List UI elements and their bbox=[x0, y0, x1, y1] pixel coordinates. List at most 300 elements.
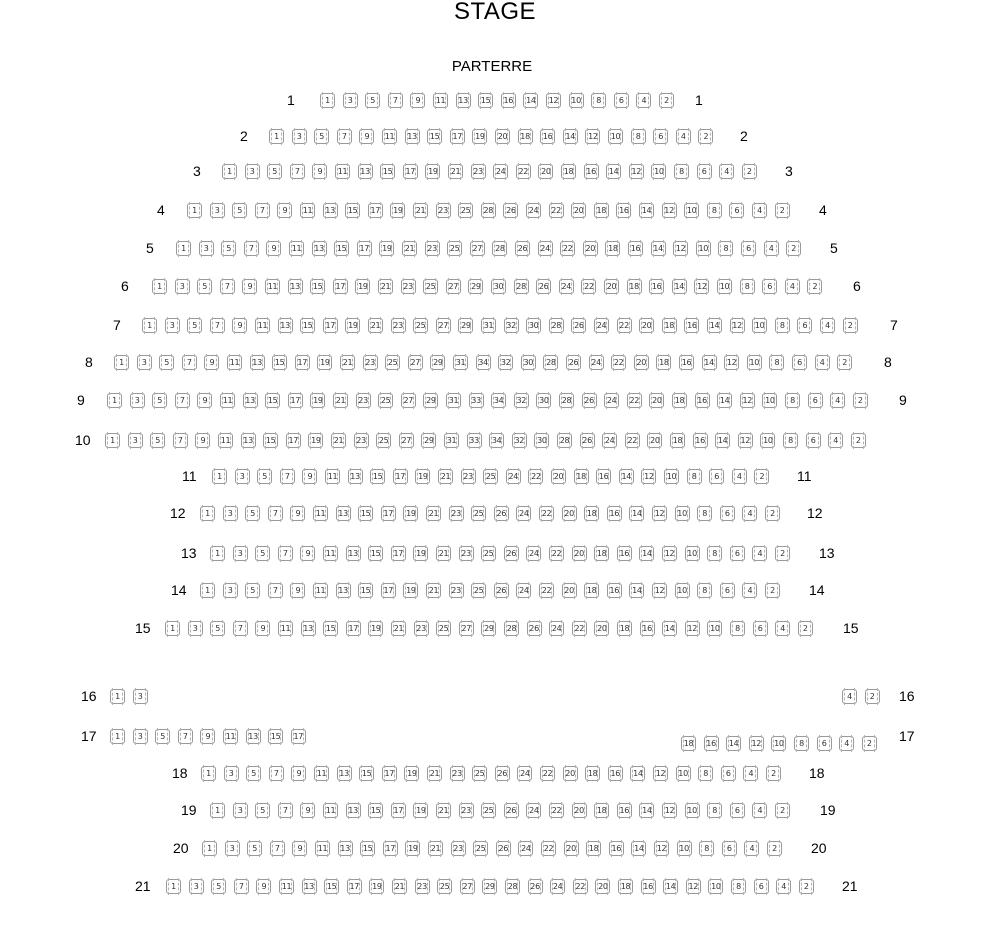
seat-row-10-6[interactable] bbox=[805, 432, 822, 449]
seat-row-3-17[interactable] bbox=[402, 163, 419, 180]
seat-row-18-3[interactable] bbox=[223, 765, 240, 782]
seat-row-14-6[interactable] bbox=[719, 582, 736, 599]
seat-row-18-17[interactable] bbox=[381, 765, 398, 782]
seat-row-7-27[interactable] bbox=[435, 317, 452, 334]
seat-row-12-19[interactable] bbox=[402, 505, 419, 522]
seat-row-21-23[interactable] bbox=[414, 878, 431, 895]
seat-row-8-12[interactable] bbox=[723, 354, 740, 371]
seat-row-8-22[interactable] bbox=[610, 354, 627, 371]
seat-row-14-18[interactable] bbox=[583, 582, 600, 599]
seat-row-7-21[interactable] bbox=[367, 317, 384, 334]
seat-row-18-22[interactable] bbox=[539, 765, 556, 782]
seat-row-14-4[interactable] bbox=[741, 582, 758, 599]
seat-row-4-9[interactable] bbox=[276, 202, 293, 219]
seat-row-19-22[interactable] bbox=[548, 802, 565, 819]
seat-row-11-13[interactable] bbox=[347, 468, 364, 485]
seat-row-3-6[interactable] bbox=[696, 163, 713, 180]
seat-row-20-8[interactable] bbox=[698, 840, 715, 857]
seat-row-17-7[interactable] bbox=[177, 728, 194, 745]
seat-row-14-15[interactable] bbox=[357, 582, 374, 599]
seat-row-2-7[interactable] bbox=[336, 128, 353, 145]
seat-row-5-23[interactable] bbox=[424, 240, 441, 257]
seat-row-6-22[interactable] bbox=[580, 278, 597, 295]
seat-row-6-25[interactable] bbox=[422, 278, 439, 295]
seat-row-19-18[interactable] bbox=[593, 802, 610, 819]
seat-row-13-19[interactable] bbox=[412, 545, 429, 562]
seat-row-13-4[interactable] bbox=[751, 545, 768, 562]
seat-row-13-8[interactable] bbox=[706, 545, 723, 562]
seat-row-15-25[interactable] bbox=[435, 620, 452, 637]
seat-row-9-24[interactable] bbox=[603, 392, 620, 409]
seat-row-7-6[interactable] bbox=[796, 317, 813, 334]
seat-row-10-24[interactable] bbox=[601, 432, 618, 449]
seat-row-6-16[interactable] bbox=[648, 278, 665, 295]
seat-row-20-26[interactable] bbox=[495, 840, 512, 857]
seat-row-10-2[interactable] bbox=[850, 432, 867, 449]
seat-row-18-12[interactable] bbox=[652, 765, 669, 782]
seat-row-3-14[interactable] bbox=[605, 163, 622, 180]
seat-row-15-4[interactable] bbox=[774, 620, 791, 637]
seat-row-21-15[interactable] bbox=[323, 878, 340, 895]
seat-row-8-31[interactable] bbox=[452, 354, 469, 371]
seat-row-2-13[interactable] bbox=[404, 128, 421, 145]
seat-row-7-8[interactable] bbox=[774, 317, 791, 334]
seat-row-2-9[interactable] bbox=[358, 128, 375, 145]
seat-row-12-17[interactable] bbox=[380, 505, 397, 522]
seat-row-4-12[interactable] bbox=[661, 202, 678, 219]
seat-row-11-17[interactable] bbox=[392, 468, 409, 485]
seat-row-12-4[interactable] bbox=[741, 505, 758, 522]
seat-row-4-13[interactable] bbox=[322, 202, 339, 219]
seat-row-3-19[interactable] bbox=[424, 163, 441, 180]
seat-row-8-13[interactable] bbox=[249, 354, 266, 371]
seat-row-9-19[interactable] bbox=[309, 392, 326, 409]
seat-row-19-20[interactable] bbox=[571, 802, 588, 819]
seat-row-18-25[interactable] bbox=[471, 765, 488, 782]
seat-row-4-10[interactable] bbox=[683, 202, 700, 219]
seat-row-6-17[interactable] bbox=[332, 278, 349, 295]
seat-row-21-1[interactable] bbox=[165, 878, 182, 895]
seat-row-1-15[interactable] bbox=[477, 92, 494, 109]
seat-row-21-28[interactable] bbox=[504, 878, 521, 895]
seat-row-13-10[interactable] bbox=[684, 545, 701, 562]
seat-row-9-3[interactable] bbox=[129, 392, 146, 409]
seat-row-9-25[interactable] bbox=[377, 392, 394, 409]
seat-row-3-23[interactable] bbox=[470, 163, 487, 180]
seat-row-17-5[interactable] bbox=[154, 728, 171, 745]
seat-row-1-9[interactable] bbox=[409, 92, 426, 109]
seat-row-8-32[interactable] bbox=[497, 354, 514, 371]
seat-row-3-18[interactable] bbox=[560, 163, 577, 180]
seat-row-7-19[interactable] bbox=[344, 317, 361, 334]
seat-row-18-7[interactable] bbox=[268, 765, 285, 782]
seat-row-12-23[interactable] bbox=[448, 505, 465, 522]
seat-row-8-25[interactable] bbox=[384, 354, 401, 371]
seat-row-20-15[interactable] bbox=[359, 840, 376, 857]
seat-row-13-24[interactable] bbox=[525, 545, 542, 562]
seat-row-17-14[interactable] bbox=[725, 735, 742, 752]
seat-row-6-4[interactable] bbox=[784, 278, 801, 295]
seat-row-3-12[interactable] bbox=[628, 163, 645, 180]
seat-row-1-13[interactable] bbox=[455, 92, 472, 109]
seat-row-21-14[interactable] bbox=[662, 878, 679, 895]
seat-row-11-8[interactable] bbox=[686, 468, 703, 485]
seat-row-12-6[interactable] bbox=[719, 505, 736, 522]
seat-row-9-28[interactable] bbox=[558, 392, 575, 409]
seat-row-15-28[interactable] bbox=[503, 620, 520, 637]
seat-row-6-19[interactable] bbox=[354, 278, 371, 295]
seat-row-21-19[interactable] bbox=[368, 878, 385, 895]
seat-row-6-18[interactable] bbox=[626, 278, 643, 295]
seat-row-18-10[interactable] bbox=[675, 765, 692, 782]
seat-row-21-21[interactable] bbox=[391, 878, 408, 895]
seat-row-6-26[interactable] bbox=[535, 278, 552, 295]
seat-row-11-2[interactable] bbox=[753, 468, 770, 485]
seat-row-7-26[interactable] bbox=[570, 317, 587, 334]
seat-row-18-18[interactable] bbox=[584, 765, 601, 782]
seat-row-4-24[interactable] bbox=[525, 202, 542, 219]
seat-row-7-10[interactable] bbox=[751, 317, 768, 334]
seat-row-18-19[interactable] bbox=[403, 765, 420, 782]
seat-row-9-32[interactable] bbox=[513, 392, 530, 409]
seat-row-6-12[interactable] bbox=[693, 278, 710, 295]
seat-row-8-4[interactable] bbox=[814, 354, 831, 371]
seat-row-3-9[interactable] bbox=[311, 163, 328, 180]
seat-row-10-19[interactable] bbox=[307, 432, 324, 449]
seat-row-2-12[interactable] bbox=[584, 128, 601, 145]
seat-row-19-26[interactable] bbox=[503, 802, 520, 819]
seat-row-15-21[interactable] bbox=[390, 620, 407, 637]
seat-row-6-20[interactable] bbox=[603, 278, 620, 295]
seat-row-20-23[interactable] bbox=[450, 840, 467, 857]
seat-row-8-29[interactable] bbox=[429, 354, 446, 371]
seat-row-10-13[interactable] bbox=[240, 432, 257, 449]
seat-row-10-9[interactable] bbox=[194, 432, 211, 449]
seat-row-14-16[interactable] bbox=[606, 582, 623, 599]
seat-row-7-3[interactable] bbox=[164, 317, 181, 334]
seat-row-13-15[interactable] bbox=[367, 545, 384, 562]
seat-row-5-17[interactable] bbox=[356, 240, 373, 257]
seat-row-10-18[interactable] bbox=[669, 432, 686, 449]
seat-row-13-21[interactable] bbox=[435, 545, 452, 562]
seat-row-8-21[interactable] bbox=[339, 354, 356, 371]
seat-row-14-17[interactable] bbox=[380, 582, 397, 599]
seat-row-4-11[interactable] bbox=[299, 202, 316, 219]
seat-row-10-32[interactable] bbox=[511, 432, 528, 449]
seat-row-4-14[interactable] bbox=[638, 202, 655, 219]
seat-row-17-12[interactable] bbox=[748, 735, 765, 752]
seat-row-17-9[interactable] bbox=[199, 728, 216, 745]
seat-row-9-18[interactable] bbox=[671, 392, 688, 409]
seat-row-11-21[interactable] bbox=[437, 468, 454, 485]
seat-row-15-16[interactable] bbox=[639, 620, 656, 637]
seat-row-5-21[interactable] bbox=[401, 240, 418, 257]
seat-row-3-11[interactable] bbox=[334, 163, 351, 180]
seat-row-1-4[interactable] bbox=[635, 92, 652, 109]
seat-row-5-25[interactable] bbox=[446, 240, 463, 257]
seat-row-8-7[interactable] bbox=[181, 354, 198, 371]
seat-row-12-3[interactable] bbox=[222, 505, 239, 522]
seat-row-18-15[interactable] bbox=[358, 765, 375, 782]
seat-row-10-10[interactable] bbox=[759, 432, 776, 449]
seat-row-19-16[interactable] bbox=[616, 802, 633, 819]
seat-row-17-3[interactable] bbox=[132, 728, 149, 745]
seat-row-19-6[interactable] bbox=[729, 802, 746, 819]
seat-row-3-15[interactable] bbox=[379, 163, 396, 180]
seat-row-9-4[interactable] bbox=[829, 392, 846, 409]
seat-row-18-21[interactable] bbox=[426, 765, 443, 782]
seat-row-9-10[interactable] bbox=[761, 392, 778, 409]
seat-row-14-5[interactable] bbox=[244, 582, 261, 599]
seat-row-1-7[interactable] bbox=[387, 92, 404, 109]
seat-row-19-24[interactable] bbox=[525, 802, 542, 819]
seat-row-21-18[interactable] bbox=[617, 878, 634, 895]
seat-row-13-5[interactable] bbox=[254, 545, 271, 562]
seat-row-7-2[interactable] bbox=[842, 317, 859, 334]
seat-row-12-9[interactable] bbox=[289, 505, 306, 522]
seat-row-7-30[interactable] bbox=[525, 317, 542, 334]
seat-row-10-31[interactable] bbox=[443, 432, 460, 449]
seat-row-20-14[interactable] bbox=[630, 840, 647, 857]
seat-row-19-4[interactable] bbox=[751, 802, 768, 819]
seat-row-8-6[interactable] bbox=[791, 354, 808, 371]
seat-row-12-18[interactable] bbox=[583, 505, 600, 522]
seat-row-9-33[interactable] bbox=[468, 392, 485, 409]
seat-row-5-5[interactable] bbox=[220, 240, 237, 257]
seat-row-5-28[interactable] bbox=[491, 240, 508, 257]
seat-row-1-14[interactable] bbox=[522, 92, 539, 109]
seat-row-16-3[interactable] bbox=[132, 688, 149, 705]
seat-row-3-13[interactable] bbox=[357, 163, 374, 180]
seat-row-12-2[interactable] bbox=[764, 505, 781, 522]
seat-row-21-7[interactable] bbox=[233, 878, 250, 895]
seat-row-6-8[interactable] bbox=[739, 278, 756, 295]
seat-row-7-32[interactable] bbox=[503, 317, 520, 334]
seat-row-14-13[interactable] bbox=[335, 582, 352, 599]
seat-row-6-14[interactable] bbox=[671, 278, 688, 295]
seat-row-10-12[interactable] bbox=[737, 432, 754, 449]
seat-row-7-20[interactable] bbox=[638, 317, 655, 334]
seat-row-6-5[interactable] bbox=[196, 278, 213, 295]
seat-row-4-26[interactable] bbox=[502, 202, 519, 219]
seat-row-8-23[interactable] bbox=[362, 354, 379, 371]
seat-row-2-14[interactable] bbox=[562, 128, 579, 145]
seat-row-2-11[interactable] bbox=[381, 128, 398, 145]
seat-row-13-22[interactable] bbox=[548, 545, 565, 562]
seat-row-9-20[interactable] bbox=[648, 392, 665, 409]
seat-row-6-21[interactable] bbox=[377, 278, 394, 295]
seat-row-12-20[interactable] bbox=[561, 505, 578, 522]
seat-row-15-17[interactable] bbox=[345, 620, 362, 637]
seat-row-9-2[interactable] bbox=[852, 392, 869, 409]
seat-row-19-25[interactable] bbox=[480, 802, 497, 819]
seat-row-11-4[interactable] bbox=[731, 468, 748, 485]
seat-row-21-6[interactable] bbox=[753, 878, 770, 895]
seat-row-11-12[interactable] bbox=[640, 468, 657, 485]
seat-row-10-17[interactable] bbox=[285, 432, 302, 449]
seat-row-19-21[interactable] bbox=[435, 802, 452, 819]
seat-row-17-11[interactable] bbox=[222, 728, 239, 745]
seat-row-2-15[interactable] bbox=[426, 128, 443, 145]
seat-row-9-1[interactable] bbox=[106, 392, 123, 409]
seat-row-6-1[interactable] bbox=[151, 278, 168, 295]
seat-row-5-7[interactable] bbox=[243, 240, 260, 257]
seat-row-12-8[interactable] bbox=[696, 505, 713, 522]
seat-row-12-22[interactable] bbox=[538, 505, 555, 522]
seat-row-2-20[interactable] bbox=[494, 128, 511, 145]
seat-row-17-15[interactable] bbox=[267, 728, 284, 745]
seat-row-12-12[interactable] bbox=[651, 505, 668, 522]
seat-row-17-10[interactable] bbox=[770, 735, 787, 752]
seat-row-15-3[interactable] bbox=[187, 620, 204, 637]
seat-row-13-3[interactable] bbox=[232, 545, 249, 562]
seat-row-13-6[interactable] bbox=[729, 545, 746, 562]
seat-row-7-22[interactable] bbox=[616, 317, 633, 334]
seat-row-19-14[interactable] bbox=[638, 802, 655, 819]
seat-row-21-22[interactable] bbox=[572, 878, 589, 895]
seat-row-10-15[interactable] bbox=[262, 432, 279, 449]
seat-row-4-6[interactable] bbox=[728, 202, 745, 219]
seat-row-20-18[interactable] bbox=[585, 840, 602, 857]
seat-row-8-34[interactable] bbox=[475, 354, 492, 371]
seat-row-9-26[interactable] bbox=[581, 392, 598, 409]
seat-row-9-9[interactable] bbox=[196, 392, 213, 409]
seat-row-12-21[interactable] bbox=[425, 505, 442, 522]
seat-row-13-11[interactable] bbox=[322, 545, 339, 562]
seat-row-10-7[interactable] bbox=[172, 432, 189, 449]
seat-row-19-9[interactable] bbox=[299, 802, 316, 819]
seat-row-15-1[interactable] bbox=[164, 620, 181, 637]
seat-row-4-3[interactable] bbox=[209, 202, 226, 219]
seat-row-21-3[interactable] bbox=[188, 878, 205, 895]
seat-row-1-16[interactable] bbox=[500, 92, 517, 109]
seat-row-7-31[interactable] bbox=[480, 317, 497, 334]
seat-row-4-8[interactable] bbox=[706, 202, 723, 219]
seat-row-9-34[interactable] bbox=[490, 392, 507, 409]
seat-row-13-26[interactable] bbox=[503, 545, 520, 562]
seat-row-13-2[interactable] bbox=[774, 545, 791, 562]
seat-row-11-22[interactable] bbox=[527, 468, 544, 485]
seat-row-8-19[interactable] bbox=[316, 354, 333, 371]
seat-row-17-18[interactable] bbox=[680, 735, 697, 752]
seat-row-11-14[interactable] bbox=[618, 468, 635, 485]
seat-row-18-26[interactable] bbox=[494, 765, 511, 782]
seat-row-12-13[interactable] bbox=[335, 505, 352, 522]
seat-row-21-16[interactable] bbox=[640, 878, 657, 895]
seat-row-13-12[interactable] bbox=[661, 545, 678, 562]
seat-row-3-1[interactable] bbox=[221, 163, 238, 180]
seat-row-20-13[interactable] bbox=[337, 840, 354, 857]
seat-row-1-1[interactable] bbox=[319, 92, 336, 109]
seat-row-6-27[interactable] bbox=[445, 278, 462, 295]
seat-row-7-29[interactable] bbox=[457, 317, 474, 334]
seat-row-8-10[interactable] bbox=[746, 354, 763, 371]
seat-row-8-5[interactable] bbox=[158, 354, 175, 371]
seat-row-15-9[interactable] bbox=[254, 620, 271, 637]
seat-row-10-33[interactable] bbox=[466, 432, 483, 449]
seat-row-3-16[interactable] bbox=[583, 163, 600, 180]
seat-row-21-26[interactable] bbox=[527, 878, 544, 895]
seat-row-2-6[interactable] bbox=[652, 128, 669, 145]
seat-row-20-16[interactable] bbox=[608, 840, 625, 857]
seat-row-4-2[interactable] bbox=[774, 202, 791, 219]
seat-row-20-20[interactable] bbox=[563, 840, 580, 857]
seat-row-11-25[interactable] bbox=[482, 468, 499, 485]
seat-row-4-5[interactable] bbox=[231, 202, 248, 219]
seat-row-19-23[interactable] bbox=[458, 802, 475, 819]
seat-row-18-8[interactable] bbox=[697, 765, 714, 782]
seat-row-21-2[interactable] bbox=[798, 878, 815, 895]
seat-row-1-6[interactable] bbox=[613, 92, 630, 109]
seat-row-1-3[interactable] bbox=[342, 92, 359, 109]
seat-row-6-15[interactable] bbox=[309, 278, 326, 295]
seat-row-10-29[interactable] bbox=[420, 432, 437, 449]
seat-row-6-24[interactable] bbox=[558, 278, 575, 295]
seat-row-6-11[interactable] bbox=[264, 278, 281, 295]
seat-row-9-29[interactable] bbox=[422, 392, 439, 409]
seat-row-10-30[interactable] bbox=[533, 432, 550, 449]
seat-row-11-18[interactable] bbox=[573, 468, 590, 485]
seat-row-15-14[interactable] bbox=[661, 620, 678, 637]
seat-row-6-23[interactable] bbox=[400, 278, 417, 295]
seat-row-12-25[interactable] bbox=[470, 505, 487, 522]
seat-row-21-9[interactable] bbox=[255, 878, 272, 895]
seat-row-17-1[interactable] bbox=[109, 728, 126, 745]
seat-row-10-26[interactable] bbox=[579, 432, 596, 449]
seat-row-13-25[interactable] bbox=[480, 545, 497, 562]
seat-row-9-27[interactable] bbox=[400, 392, 417, 409]
seat-row-8-28[interactable] bbox=[542, 354, 559, 371]
seat-row-20-2[interactable] bbox=[766, 840, 783, 857]
seat-row-5-2[interactable] bbox=[785, 240, 802, 257]
seat-row-4-15[interactable] bbox=[344, 202, 361, 219]
seat-row-21-20[interactable] bbox=[594, 878, 611, 895]
seat-row-4-25[interactable] bbox=[457, 202, 474, 219]
seat-row-7-16[interactable] bbox=[683, 317, 700, 334]
seat-row-14-21[interactable] bbox=[425, 582, 442, 599]
seat-row-9-14[interactable] bbox=[716, 392, 733, 409]
seat-row-17-4[interactable] bbox=[838, 735, 855, 752]
seat-row-15-15[interactable] bbox=[322, 620, 339, 637]
seat-row-8-9[interactable] bbox=[203, 354, 220, 371]
seat-row-1-11[interactable] bbox=[432, 92, 449, 109]
seat-row-20-1[interactable] bbox=[201, 840, 218, 857]
seat-row-21-5[interactable] bbox=[210, 878, 227, 895]
seat-row-12-1[interactable] bbox=[199, 505, 216, 522]
seat-row-15-10[interactable] bbox=[706, 620, 723, 637]
seat-row-10-20[interactable] bbox=[646, 432, 663, 449]
seat-row-15-12[interactable] bbox=[684, 620, 701, 637]
seat-row-18-4[interactable] bbox=[742, 765, 759, 782]
seat-row-20-10[interactable] bbox=[676, 840, 693, 857]
seat-row-12-7[interactable] bbox=[267, 505, 284, 522]
seat-row-4-20[interactable] bbox=[570, 202, 587, 219]
seat-row-15-11[interactable] bbox=[277, 620, 294, 637]
seat-row-10-11[interactable] bbox=[217, 432, 234, 449]
seat-row-2-1[interactable] bbox=[268, 128, 285, 145]
seat-row-19-17[interactable] bbox=[390, 802, 407, 819]
seat-row-5-13[interactable] bbox=[311, 240, 328, 257]
seat-row-19-3[interactable] bbox=[232, 802, 249, 819]
seat-row-11-6[interactable] bbox=[708, 468, 725, 485]
seat-row-19-13[interactable] bbox=[345, 802, 362, 819]
seat-row-5-9[interactable] bbox=[265, 240, 282, 257]
seat-row-8-3[interactable] bbox=[136, 354, 153, 371]
seat-row-3-8[interactable] bbox=[673, 163, 690, 180]
seat-row-18-6[interactable] bbox=[720, 765, 737, 782]
seat-row-11-24[interactable] bbox=[505, 468, 522, 485]
seat-row-8-17[interactable] bbox=[294, 354, 311, 371]
